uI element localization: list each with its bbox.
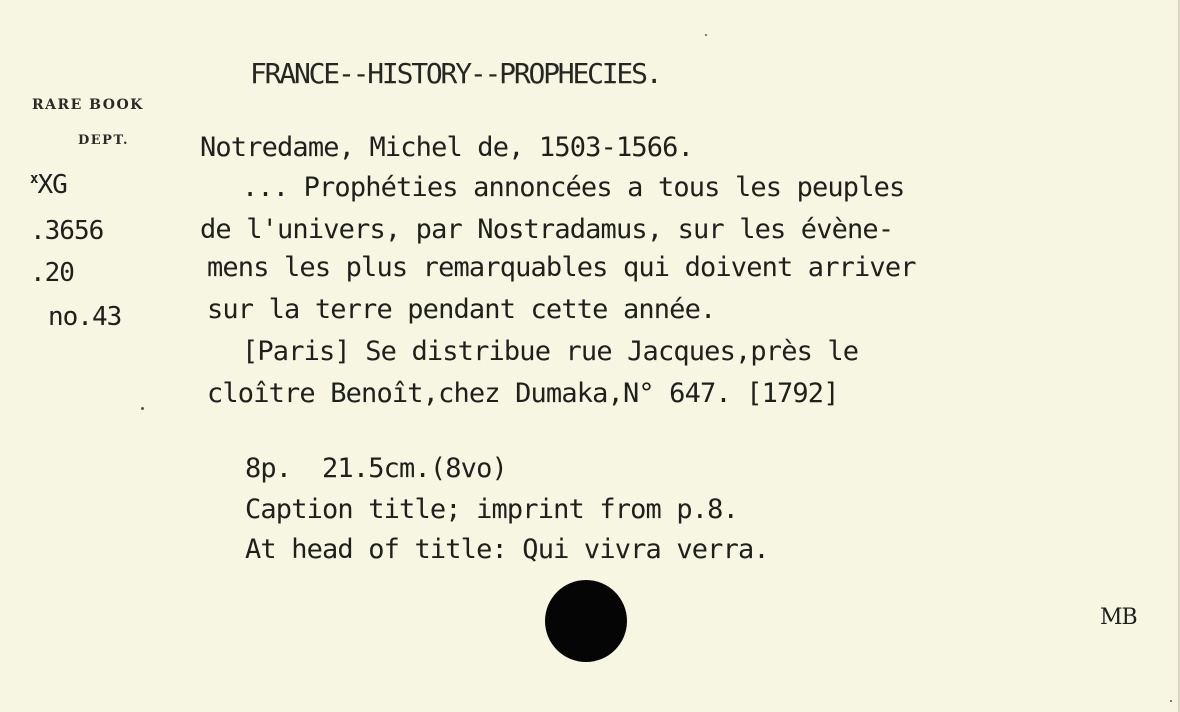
title-line: mens les plus remarquables qui doivent arriver (207, 252, 916, 283)
subject-heading: FRANCE--HISTORY--PROPHECIES. (250, 57, 661, 90)
call-number-line: .20 (30, 258, 74, 288)
call-number-line: XG (37, 170, 67, 200)
ink-speck (141, 407, 144, 410)
title-line: de l'univers, par Nostradamus, sur les évène- (200, 214, 894, 245)
collation-line: 8p. 21.5cm.(8vo) (245, 453, 507, 484)
call-number-line: no.43 (48, 302, 122, 332)
department-stamp-line-1: RARE BOOK (32, 97, 144, 113)
title-line: ... Prophéties annoncées a tous les peuples (242, 172, 905, 203)
call-number-line: .3656 (30, 216, 104, 246)
note-line: Caption title; imprint from p.8. (245, 494, 738, 525)
imprint-line: [Paris] Se distribue rue Jacques,près le (242, 336, 859, 367)
call-number-marker: x (30, 171, 38, 187)
note-line: At head of title: Qui vivra verra. (245, 534, 769, 565)
cataloger-initials: MB (1100, 605, 1137, 630)
author-entry: Notredame, Michel de, 1503-1566. (200, 132, 693, 163)
department-stamp-line-2: DEPT. (78, 133, 129, 148)
imprint-line: cloître Benoît,chez Dumaka,N° 647. [1792] (207, 378, 839, 409)
punch-hole (545, 580, 627, 662)
ink-speck (1170, 700, 1172, 702)
call-number-class (30, 172, 67, 198)
ink-speck (705, 34, 707, 36)
title-line: sur la terre pendant cette année. (207, 294, 716, 325)
